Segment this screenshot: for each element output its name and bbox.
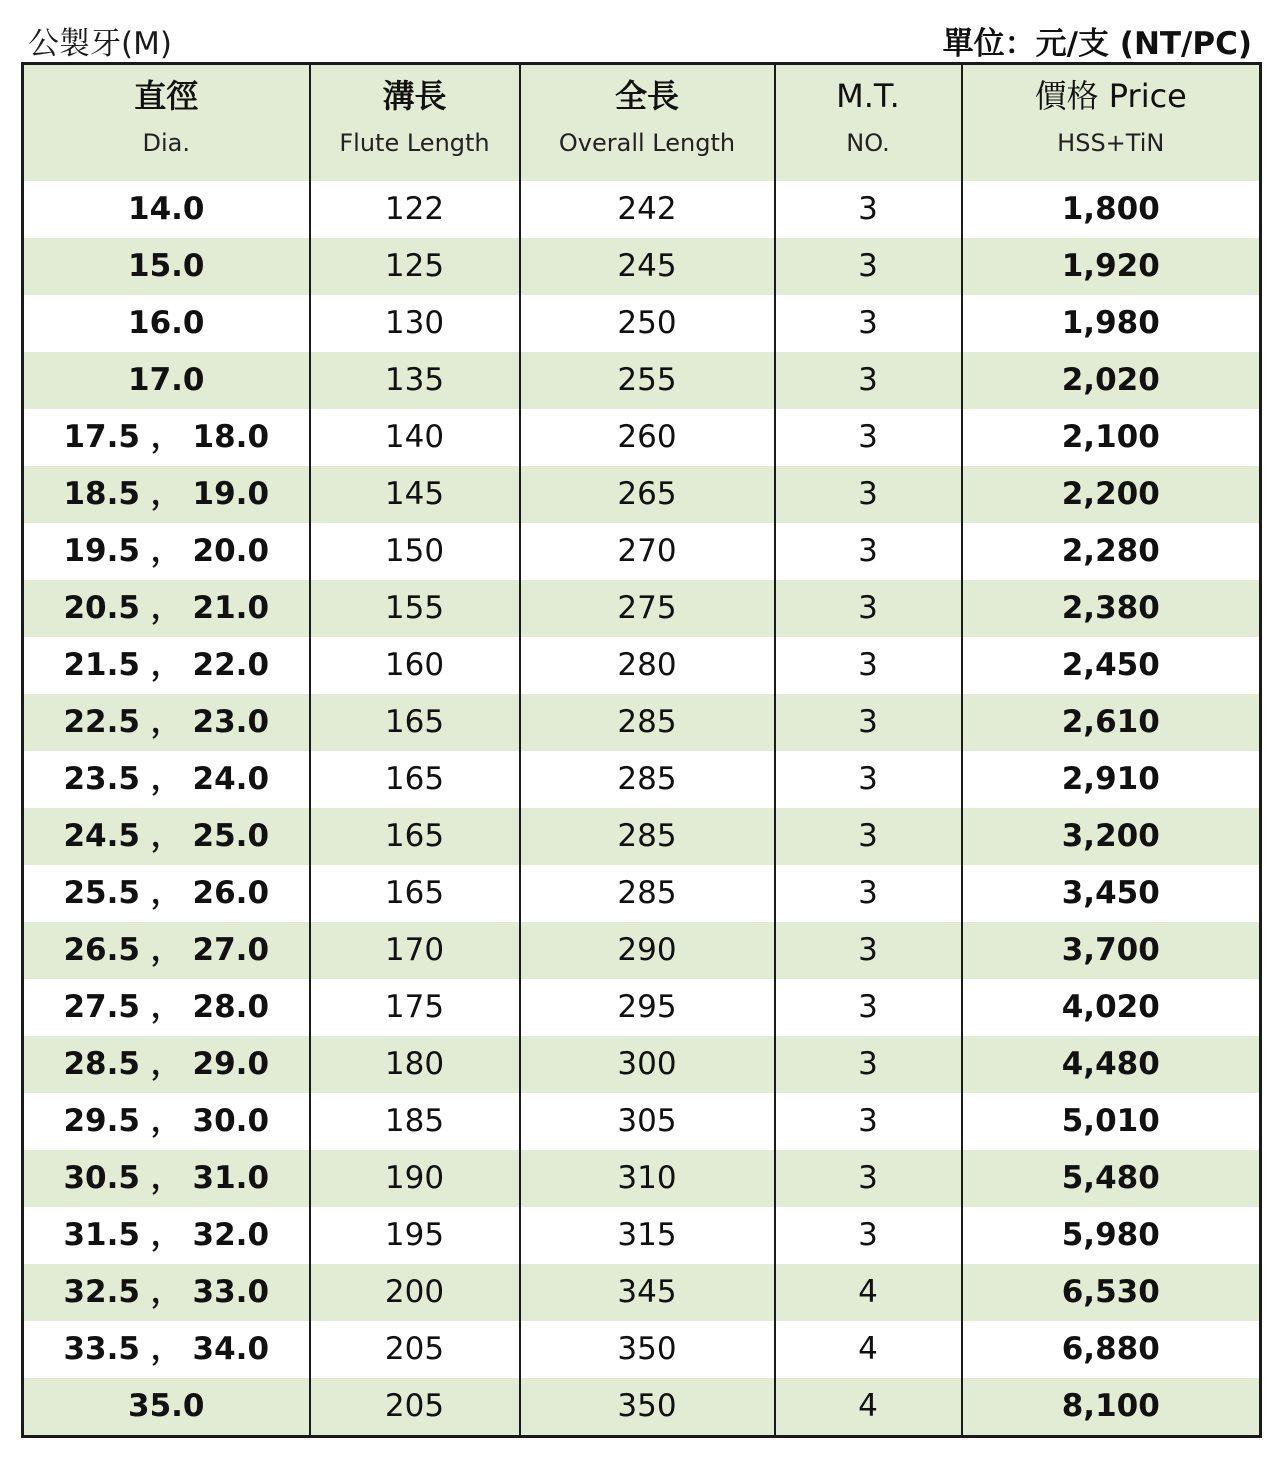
table-row — [23, 352, 1261, 409]
mt-no-cell: 3 — [775, 979, 962, 1036]
flute-length-cell: 165 — [310, 865, 520, 922]
mt-no-cell: 3 — [775, 352, 962, 409]
mt-no-cell: 3 — [775, 295, 962, 352]
diameter-cell: 26.5 ， 27.0 — [23, 922, 310, 979]
flute-length-cell: 135 — [310, 352, 520, 409]
price-cell: 2,280 — [962, 523, 1261, 580]
mt-no-cell: 4 — [775, 1321, 962, 1378]
mt-no-cell: 3 — [775, 865, 962, 922]
diameter-cell: 22.5 ， 23.0 — [23, 694, 310, 751]
header-diameter-sub: Dia. — [142, 129, 190, 157]
diameter-cell: 21.5 ， 22.0 — [23, 637, 310, 694]
overall-length-cell: 300 — [520, 1036, 775, 1093]
overall-length-cell: 245 — [520, 238, 775, 295]
price-cell: 1,800 — [962, 181, 1261, 238]
diameter-cell: 27.5 ， 28.0 — [23, 979, 310, 1036]
overall-length-cell: 265 — [520, 466, 775, 523]
price-cell: 4,020 — [962, 979, 1261, 1036]
mt-no-cell: 4 — [775, 1264, 962, 1321]
table-row — [23, 694, 1261, 751]
header-mt-no — [775, 64, 962, 182]
price-cell: 6,880 — [962, 1321, 1261, 1378]
table-row — [23, 1264, 1261, 1321]
overall-length-cell: 295 — [520, 979, 775, 1036]
table-row — [23, 409, 1261, 466]
mt-no-cell: 3 — [775, 466, 962, 523]
header-overall-length-main: 全長 — [614, 77, 679, 115]
flute-length-cell: 130 — [310, 295, 520, 352]
table-row — [23, 295, 1261, 352]
table-row — [23, 1378, 1261, 1437]
diameter-cell: 33.5 ， 34.0 — [23, 1321, 310, 1378]
overall-length-cell: 345 — [520, 1264, 775, 1321]
header-price-sub: HSS+TiN — [1057, 129, 1165, 157]
header-flute-length-main: 溝長 — [382, 77, 447, 115]
overall-length-cell: 280 — [520, 637, 775, 694]
flute-length-cell: 205 — [310, 1378, 520, 1437]
mt-no-cell: 3 — [775, 751, 962, 808]
flute-length-cell: 205 — [310, 1321, 520, 1378]
flute-length-cell: 140 — [310, 409, 520, 466]
overall-length-cell: 350 — [520, 1321, 775, 1378]
flute-length-cell: 170 — [310, 922, 520, 979]
mt-no-cell: 3 — [775, 181, 962, 238]
flute-length-cell: 190 — [310, 1150, 520, 1207]
page-header — [22, 14, 1258, 62]
diameter-cell: 16.0 — [23, 295, 310, 352]
table-row — [23, 238, 1261, 295]
overall-length-cell: 350 — [520, 1378, 775, 1437]
price-cell: 3,450 — [962, 865, 1261, 922]
diameter-cell: 31.5 ， 32.0 — [23, 1207, 310, 1264]
price-cell: 2,100 — [962, 409, 1261, 466]
overall-length-cell: 260 — [520, 409, 775, 466]
diameter-cell: 23.5 ， 24.0 — [23, 751, 310, 808]
mt-no-cell: 3 — [775, 523, 962, 580]
table-row — [23, 979, 1261, 1036]
table-row — [23, 637, 1261, 694]
overall-length-cell: 315 — [520, 1207, 775, 1264]
price-cell: 2,910 — [962, 751, 1261, 808]
header-diameter — [23, 64, 310, 182]
table-row — [23, 1207, 1261, 1264]
overall-length-cell: 290 — [520, 922, 775, 979]
price-cell: 5,480 — [962, 1150, 1261, 1207]
price-cell: 4,480 — [962, 1036, 1261, 1093]
table-body — [23, 181, 1261, 1437]
table-row — [23, 1036, 1261, 1093]
unit-label: 單位：元/支 (NT/PC) — [942, 26, 1252, 62]
mt-no-cell: 3 — [775, 922, 962, 979]
overall-length-cell: 305 — [520, 1093, 775, 1150]
mt-no-cell: 3 — [775, 1093, 962, 1150]
price-cell: 2,380 — [962, 580, 1261, 637]
flute-length-cell: 165 — [310, 751, 520, 808]
price-cell: 5,010 — [962, 1093, 1261, 1150]
header-diameter-main: 直徑 — [134, 77, 199, 115]
flute-length-cell: 200 — [310, 1264, 520, 1321]
overall-length-cell: 255 — [520, 352, 775, 409]
diameter-cell: 14.0 — [23, 181, 310, 238]
overall-length-cell: 242 — [520, 181, 775, 238]
header-flute-length — [310, 64, 520, 182]
price-cell: 2,020 — [962, 352, 1261, 409]
price-cell: 8,100 — [962, 1378, 1261, 1437]
header-price-main: 價格 Price — [1034, 77, 1187, 115]
table-row — [23, 181, 1261, 238]
table-row — [23, 1093, 1261, 1150]
table-row — [23, 523, 1261, 580]
table-row — [23, 580, 1261, 637]
flute-length-cell: 180 — [310, 1036, 520, 1093]
mt-no-cell: 3 — [775, 1207, 962, 1264]
mt-no-cell: 3 — [775, 694, 962, 751]
diameter-cell: 30.5 ， 31.0 — [23, 1150, 310, 1207]
header-mt-no-sub: NO. — [846, 129, 890, 157]
overall-length-cell: 285 — [520, 808, 775, 865]
table-row — [23, 865, 1261, 922]
price-cell: 2,200 — [962, 466, 1261, 523]
table-row — [23, 466, 1261, 523]
overall-length-cell: 275 — [520, 580, 775, 637]
header-row — [23, 64, 1261, 182]
price-cell: 5,980 — [962, 1207, 1261, 1264]
mt-no-cell: 3 — [775, 580, 962, 637]
header-overall-length-sub: Overall Length — [558, 129, 736, 157]
diameter-cell: 20.5 ， 21.0 — [23, 580, 310, 637]
flute-length-cell: 145 — [310, 466, 520, 523]
diameter-cell: 35.0 — [23, 1378, 310, 1437]
table-row — [23, 922, 1261, 979]
diameter-cell: 18.5 ， 19.0 — [23, 466, 310, 523]
overall-length-cell: 285 — [520, 865, 775, 922]
flute-length-cell: 155 — [310, 580, 520, 637]
overall-length-cell: 310 — [520, 1150, 775, 1207]
diameter-cell: 32.5 ， 33.0 — [23, 1264, 310, 1321]
flute-length-cell: 125 — [310, 238, 520, 295]
header-price — [962, 64, 1261, 182]
diameter-cell: 17.0 — [23, 352, 310, 409]
price-cell: 1,980 — [962, 295, 1261, 352]
diameter-cell: 24.5 ， 25.0 — [23, 808, 310, 865]
page-title: 公製牙(M) — [28, 26, 172, 62]
overall-length-cell: 285 — [520, 751, 775, 808]
mt-no-cell: 3 — [775, 238, 962, 295]
diameter-cell: 15.0 — [23, 238, 310, 295]
header-mt-no-main: M.T. — [836, 77, 900, 115]
mt-no-cell: 3 — [775, 637, 962, 694]
flute-length-cell: 195 — [310, 1207, 520, 1264]
price-cell: 6,530 — [962, 1264, 1261, 1321]
overall-length-cell: 285 — [520, 694, 775, 751]
header-flute-length-sub: Flute Length — [339, 129, 490, 157]
price-cell: 2,450 — [962, 637, 1261, 694]
flute-length-cell: 165 — [310, 694, 520, 751]
table-header — [23, 64, 1261, 182]
price-cell: 2,610 — [962, 694, 1261, 751]
price-cell: 3,700 — [962, 922, 1261, 979]
mt-no-cell: 4 — [775, 1378, 962, 1437]
diameter-cell: 28.5 ， 29.0 — [23, 1036, 310, 1093]
table-row — [23, 808, 1261, 865]
flute-length-cell: 165 — [310, 808, 520, 865]
diameter-cell: 25.5 ， 26.0 — [23, 865, 310, 922]
flute-length-cell: 175 — [310, 979, 520, 1036]
table-row — [23, 1321, 1261, 1378]
mt-no-cell: 3 — [775, 409, 962, 466]
flute-length-cell: 160 — [310, 637, 520, 694]
price-cell: 1,920 — [962, 238, 1261, 295]
mt-no-cell: 3 — [775, 1036, 962, 1093]
price-table — [21, 62, 1262, 1438]
table-row — [23, 751, 1261, 808]
flute-length-cell: 185 — [310, 1093, 520, 1150]
diameter-cell: 29.5 ， 30.0 — [23, 1093, 310, 1150]
overall-length-cell: 250 — [520, 295, 775, 352]
mt-no-cell: 3 — [775, 1150, 962, 1207]
flute-length-cell: 150 — [310, 523, 520, 580]
diameter-cell: 17.5 ， 18.0 — [23, 409, 310, 466]
overall-length-cell: 270 — [520, 523, 775, 580]
price-cell: 3,200 — [962, 808, 1261, 865]
flute-length-cell: 122 — [310, 181, 520, 238]
table-row — [23, 1150, 1261, 1207]
header-overall-length — [520, 64, 775, 182]
mt-no-cell: 3 — [775, 808, 962, 865]
diameter-cell: 19.5 ， 20.0 — [23, 523, 310, 580]
